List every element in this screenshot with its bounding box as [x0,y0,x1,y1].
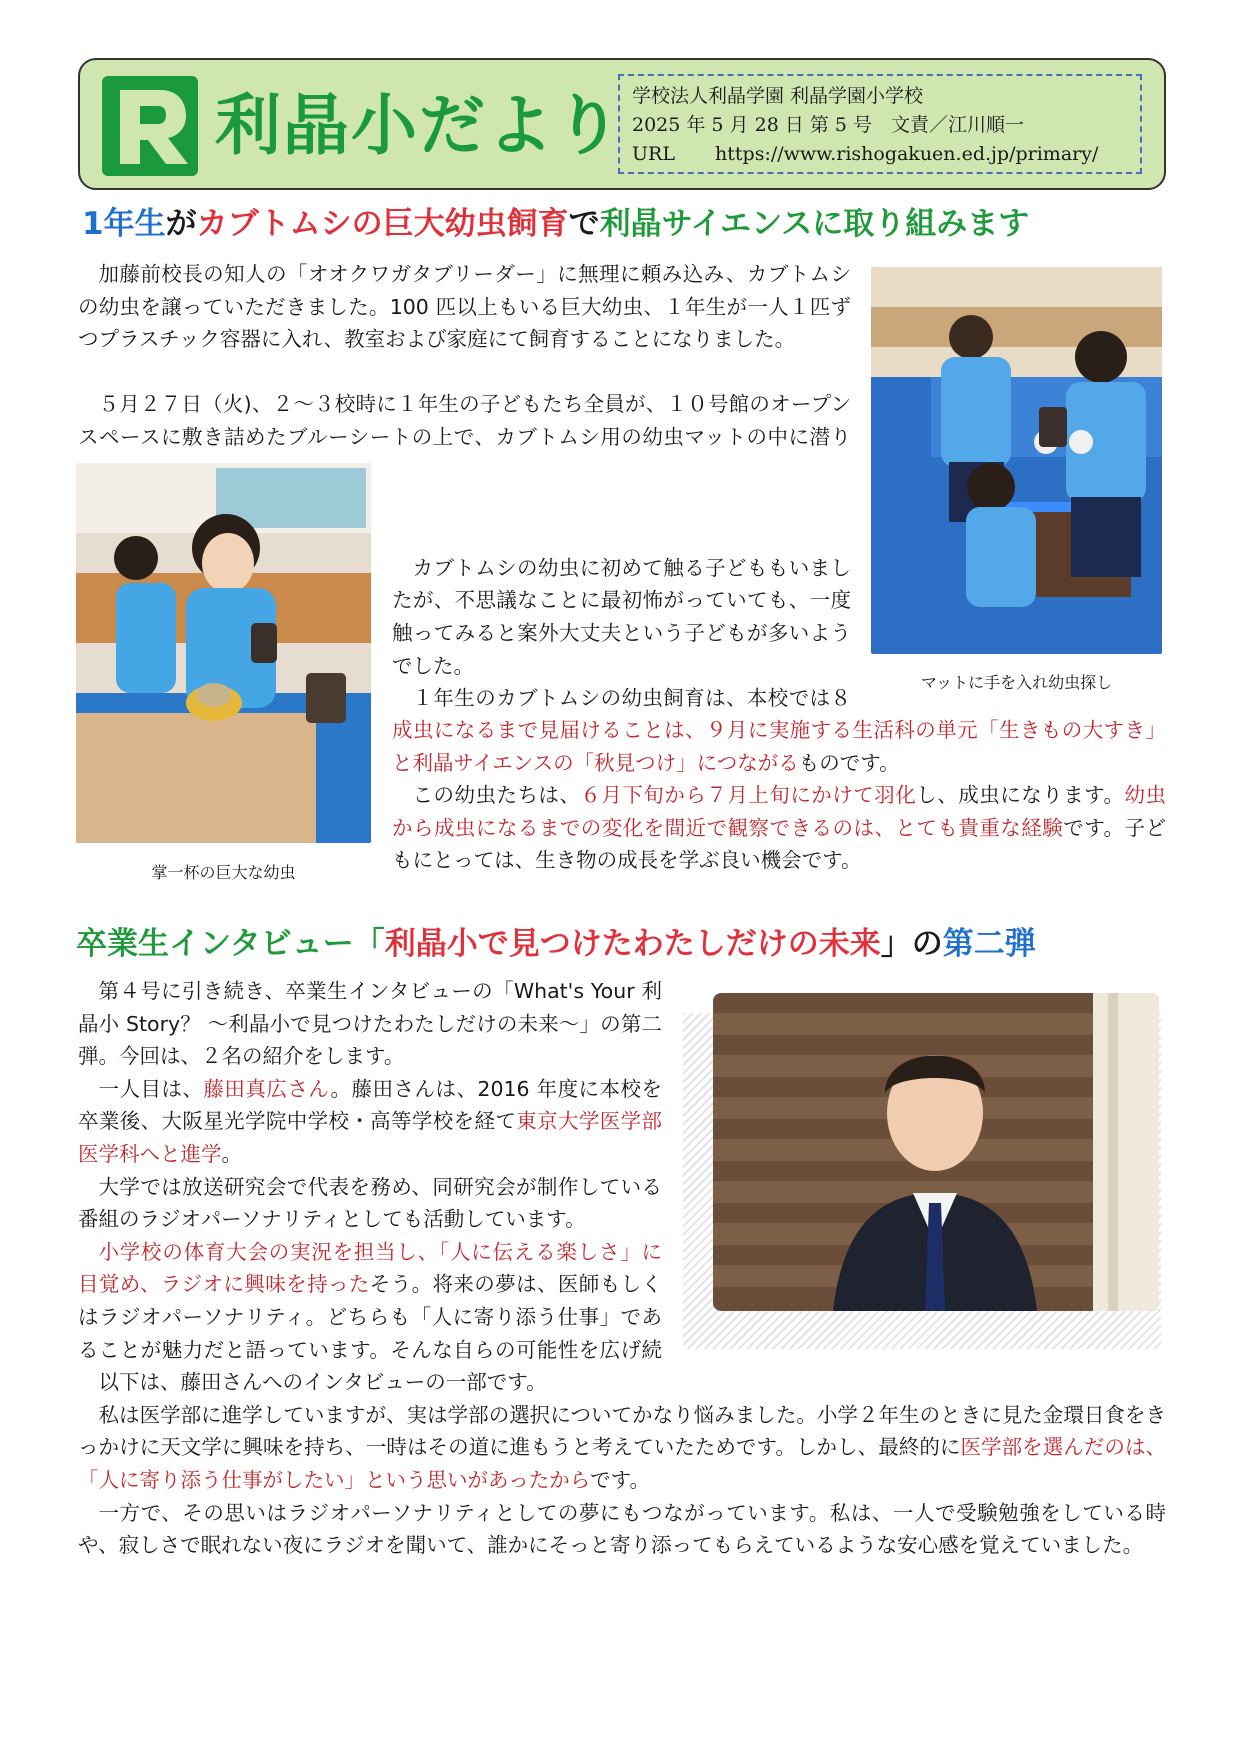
article2-text-left [78,975,662,1301]
text: です。 [590,1467,650,1492]
paragraph: 第４号に引き続き、卒業生インタビューの「What's Your 利晶小 Story？ ～利晶小で見つけたわたしだけの未来～」の第二弾。今回は、２名の紹介をします。 [78,979,662,1069]
heading-part: 利晶小で見つけたわたしだけの未来 [384,926,881,962]
heading-part: で [568,206,600,242]
newsletter-header [78,58,1166,190]
article1-para2-top [78,388,851,454]
paragraph: ５月２７日（火)、２～３校時に１年生の子どもたち全員が、１０号館のオープンスペースに敷き詰めたブルーシートの上で、カブトムシ用の幼虫マットの中に潜り [78,392,851,449]
text: 。 [221,1141,242,1166]
article1-text-bottom [392,714,1166,877]
paragraph [392,714,1166,779]
article1-heading [82,204,1029,244]
photo-girl-larva [76,463,371,843]
article2-heading [76,924,1036,964]
highlight-text: 小学校の体育大会の実況を担当し、「人に伝える楽しさ」に目覚め、ラジオに興味を持った [78,1239,662,1297]
paragraph: カブトムシの幼虫に初めて触る子どももいましたが、不思議なことに最初怖がっていても、一度触ってみると案外大丈夫という子どもが多いようでした。 [392,555,851,678]
text: 私は医学部に進学していますが、実は学部の選択についてかなり悩みました。小学２年生のときに見た金環日食をきっかけに天文学に興味を持ち、一時はその道に進もうと考えていたためです。しかし、最終的に [78,1402,1166,1460]
issue-info [618,74,1142,174]
article1-middle-column [392,454,851,715]
heading-part: 」の [880,926,943,962]
highlight-text: 東京大学医学部医学科へと進学 [78,1109,663,1166]
text: です。子どもにとっては、生き物の成長を学ぶ良い機会です。 [392,815,1166,873]
school-name: 学校法人利晶学園 利晶学園小学校 [632,85,924,107]
paragraph: 一方で、その思いはラジオパーソナリティとしての夢にもつながっています。私は、一人で受験勉強をしている時や、寂しさで眠れない夜にラジオを聞いて、誰かにそっと寄り添ってもらえているような安心感を覚えていました。 [78,1500,1166,1558]
highlight-text: ６月下旬から７月上旬にかけて羽化 [580,783,917,808]
url-line [632,140,1128,169]
paragraph-continuation [392,454,851,552]
newsletter-title: 利晶小だより [215,87,623,164]
heading-part: 卒業生インタビュー「 [76,926,385,962]
paragraph: 大学では放送研究会で代表を務め、同研究会が制作している番組のラジオパーソナリティとしても活動しています。 [78,1174,662,1232]
paragraph [392,779,1166,877]
article1-text-top [78,258,851,356]
url-label: URL [632,143,675,165]
photo-kids-searching [871,267,1162,654]
text: 。藤田さんは、2016 年度に本校を卒業後、大阪星光学院中学校・高等学校を経て [78,1076,663,1134]
text: そう。将来の夢は、医師もしく [369,1272,662,1297]
heading-part: 利晶サイエンスに取り組みます [599,206,1030,242]
paragraph [78,1236,662,1301]
paragraph-continuation-text [78,1301,662,1366]
highlight-text: 成虫になるまで見届けることは、９月に実施する生活科の単元「生きもの大すき」と利晶サイエンスの「秋見つけ」につながる [392,718,1166,775]
paragraph: １年生のカブトムシの幼虫飼育は、本校では８ [412,686,851,711]
highlight-text: 医学部を選んだのは、「人に寄り添う仕事がしたい」という思いがあったから [78,1435,1167,1492]
paragraph: 以下は、藤田さんへのインタビューの一部です。 [98,1370,547,1395]
text: 一人目は、 [98,1076,204,1101]
paragraph: 加藤前校長の知人の「オオクワガタブリーダー」に無理に頼み込み、カブトムシの幼虫を譲っていただきました。100 匹以上もいる巨大幼虫、１年生が一人１匹ずつプラスチック容器に入れ、教室および家庭にて飼育することになりました。 [78,262,851,352]
paragraph [78,1399,1166,1497]
photo2-caption: 掌一杯の巨大な幼虫 [151,863,296,882]
text: この幼虫たちは、 [412,783,581,808]
photo-graduate-portrait [713,993,1159,1311]
heading-part: カブトムシの巨大幼虫飼育 [196,206,569,242]
highlight-text: 幼虫から成虫になるまでの変化を間近で観察できるのは、とても貴重な経験 [392,783,1167,840]
paragraph [78,1073,662,1171]
issue-line: 2025 年 5 月 28 日 第 5 号 文責／江川順一 [632,114,1025,136]
text: はラジオパーソナリティ。どちらも「人に寄り添う仕事」であることが魅力だと語っています。そんな自らの可能性を広げ続 [78,1305,662,1362]
highlight-text: 藤田真広さん [203,1076,331,1101]
photo1-caption: マットに手を入れ幼虫探し [920,673,1113,692]
text: し、成虫になります。 [916,783,1125,808]
heading-part: 第二弾 [942,926,1036,962]
school-url-link[interactable]: https://www.rishogakuen.ed.jp/primary/ [715,143,1099,165]
heading-part: が [165,206,197,242]
heading-part: 1年生 [82,206,166,242]
text: ものです。 [798,750,900,775]
school-logo-icon [102,76,198,176]
